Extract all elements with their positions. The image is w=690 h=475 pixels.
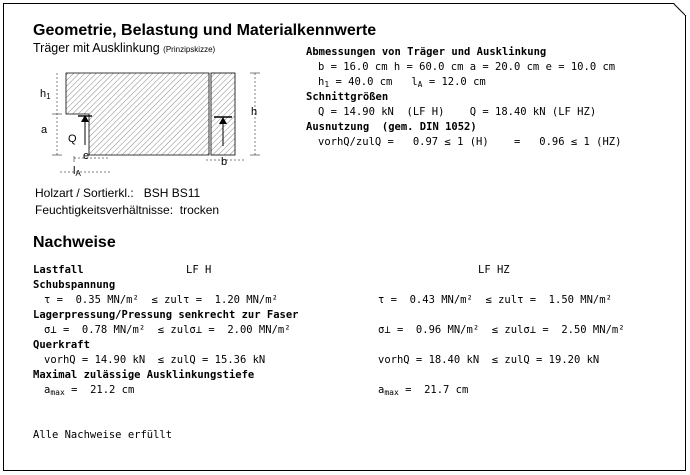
label-a: a: [41, 124, 48, 136]
feuchte-value: trocken: [179, 203, 220, 217]
forces-line: Q = 14.90 kN (LF H) Q = 18.40 kN (LF HZ): [318, 106, 597, 118]
tiefe-hz: $a_{max} = 21.7$ cm: [378, 384, 469, 397]
page-title: Geometrie, Belastung und Materialkennwerte: [33, 22, 377, 39]
feuchte-row: Feuchtigkeitsverhältnisse: trocken: [35, 203, 220, 217]
sketch-subtitle-note: (Prinzipskizze): [163, 45, 216, 54]
result-text: Alle Nachweise erfüllt: [33, 429, 173, 441]
notched-beam-sketch: [30, 60, 275, 185]
holzart-row: Holzart / Sortierkl.: BSH BS11: [35, 186, 201, 200]
beam-side-view: [66, 73, 209, 155]
label-Q: Q: [68, 133, 77, 145]
usage-line: vorhQ/zulQ = 0.97 ≤ 1 (H) = 0.96 ≤ 1 (HZ): [318, 136, 622, 148]
tiefe-h: $a_{max} = 21.2$ cm: [44, 384, 135, 397]
label-h1: $h_1$: [40, 88, 51, 101]
lastfall-label: Lastfall: [33, 264, 84, 276]
lager-h: σ⊥ = 0.78 MN/m² ≤ zulσ⊥ = 2.00 MN/m²: [44, 324, 291, 336]
quer-label: Querkraft: [33, 339, 90, 351]
forces-heading: Schnittgrößen: [306, 91, 389, 103]
schub-hz: τ = 0.43 MN/m² ≤ zulτ = 1.50 MN/m²: [378, 294, 612, 306]
lager-label: Lagerpressung/Pressung senkrecht zur Faser: [33, 309, 299, 321]
tiefe-label: Maximal zulässige Ausklinkungstiefe: [33, 369, 255, 381]
usage-heading-note: (gem. DIN 1052): [381, 121, 477, 133]
lastfall-h: LF H: [186, 264, 212, 276]
dimensions-line1: b = 16.0 cm h = 60.0 cm a = 20.0 cm e = 10.0 cm: [318, 61, 616, 73]
schub-label: Schubspannung: [33, 279, 116, 291]
quer-h: vorhQ = 14.90 kN ≤ zulQ = 15.36 kN: [44, 354, 266, 366]
lager-hz: σ⊥ = 0.96 MN/m² ≤ zulσ⊥ = 2.50 MN/m²: [378, 324, 625, 336]
quer-hz: vorhQ = 18.40 kN ≤ zulQ = 19.20 kN: [378, 354, 600, 366]
label-lA: $l_A$: [73, 165, 81, 178]
nachweise-heading: Nachweise: [33, 234, 116, 251]
sketch-subtitle: Träger mit Ausklinkung (Prinzipskizze): [33, 41, 216, 55]
schub-h: τ = 0.35 MN/m² ≤ zulτ = 1.20 MN/m²: [44, 294, 278, 306]
usage-heading: Ausnutzung (gem. DIN 1052): [306, 121, 477, 133]
label-b: b: [221, 156, 228, 168]
dimensions-line2: $h_1 = 40.0$ cm $l_A = 12.0$ cm: [318, 76, 486, 89]
dimensions-heading: Abmessungen von Träger und Ausklinkung: [306, 46, 547, 58]
label-e: e: [83, 150, 90, 162]
label-h: h: [251, 106, 258, 118]
lastfall-hz: LF HZ: [478, 264, 510, 276]
holzart-value: BSH BS11: [143, 186, 201, 200]
